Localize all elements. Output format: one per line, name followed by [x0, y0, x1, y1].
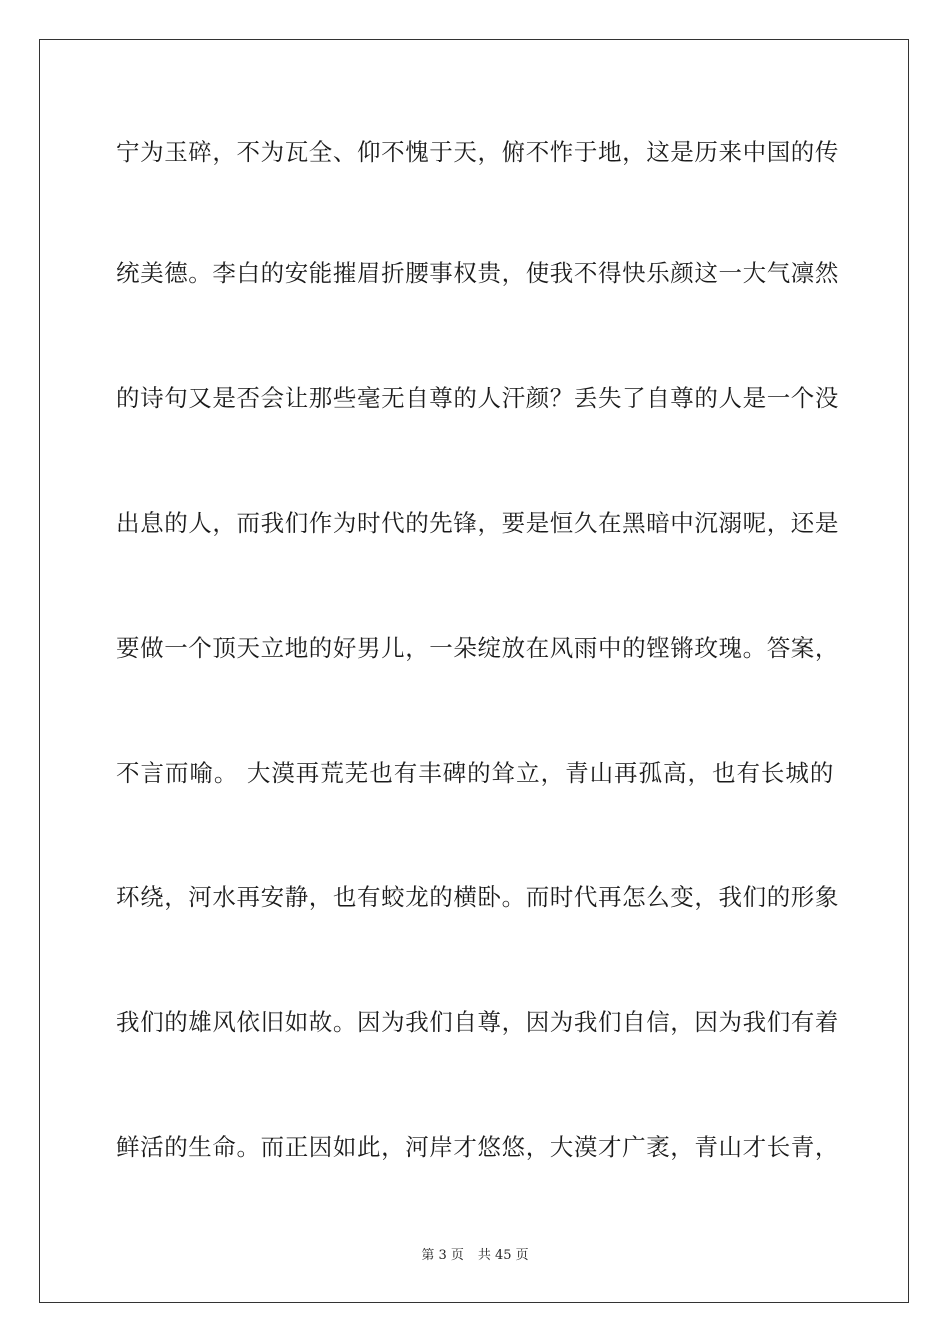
body-text-line: 我们的雄风依旧如故。因为我们自尊，因为我们自信，因为我们有着	[116, 1008, 839, 1036]
page-footer	[0, 1246, 950, 1266]
body-text-line: 要做一个顶天立地的好男儿，一朵绽放在风雨中的铿锵玫瑰。答案，	[116, 634, 839, 662]
total-pages: 共 45 页	[477, 1248, 529, 1263]
body-text-line: 的诗句又是否会让那些毫无自尊的人汗颜？丢失了自尊的人是一个没	[116, 384, 839, 412]
body-text-line: 出息的人，而我们作为时代的先锋，要是恒久在黑暗中沉溺呢，还是	[116, 509, 839, 537]
body-text-line: 环绕，河水再安静，也有蛟龙的横卧。而时代再怎么变，我们的形象	[116, 883, 839, 911]
page-number: 第 3 页	[421, 1248, 464, 1263]
body-text-line: 不言而喻。 大漠再荒芜也有丰碑的耸立，青山再孤高，也有长城的	[116, 759, 834, 787]
body-text-line: 宁为玉碎，不为瓦全、仰不愧于天，俯不怍于地，这是历来中国的传	[116, 138, 839, 166]
body-text-line: 统美德。李白的安能摧眉折腰事权贵，使我不得快乐颜这一大气凛然	[116, 259, 839, 287]
body-text-line: 鲜活的生命。而正因如此，河岸才悠悠，大漠才广袤，青山才长青，	[116, 1133, 839, 1161]
page-border	[39, 39, 909, 1303]
